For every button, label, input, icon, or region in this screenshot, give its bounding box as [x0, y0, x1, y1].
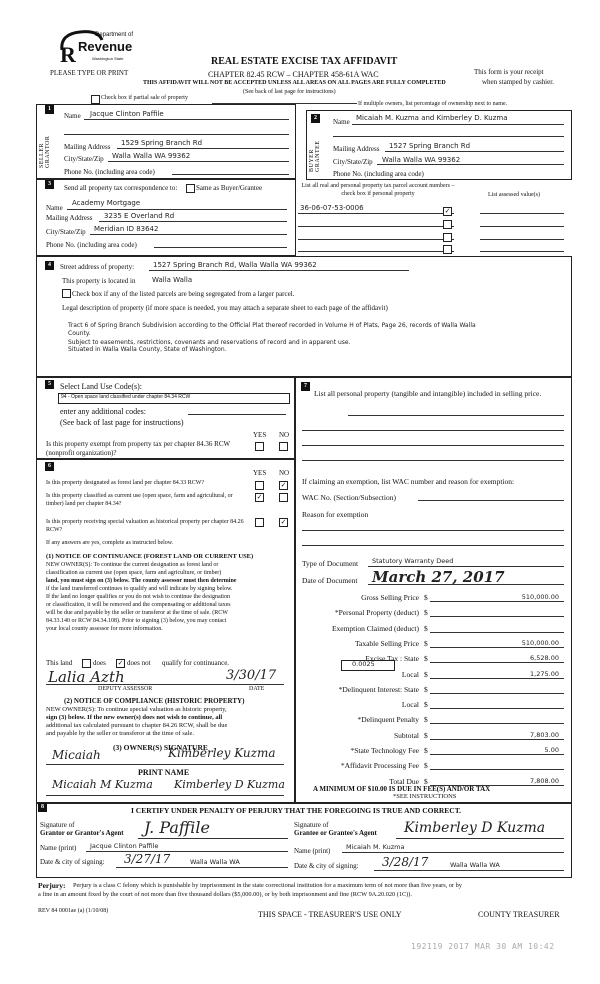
notice2-title: (2) NOTICE OF COMPLIANCE (HISTORIC PROPERTY)	[64, 697, 245, 705]
section-2-number: 2	[311, 114, 320, 123]
certify-statement: I CERTIFY UNDER PENALTY OF PERJURY THAT THE FOREGOING IS TRUE AND CORRECT.	[131, 806, 462, 815]
seller-phone-label: Phone No. (including area code)	[64, 168, 155, 176]
reason-label: Reason for exemption	[302, 510, 369, 519]
grantee-date[interactable]: 3/28/17	[382, 855, 429, 869]
forest-question: Is this property designated as forest land per chapter 84.33 RCW?	[46, 480, 205, 486]
doc-date-label: Date of Document	[302, 576, 358, 585]
tax-row-label: *Delinquent Penalty	[357, 715, 419, 724]
owner-signature-1: Micaiah	[52, 748, 101, 762]
notice1-i: your local county assessor for more information.	[46, 626, 163, 632]
current-use-no-checkbox[interactable]	[279, 493, 288, 502]
assessor-signature: Lalia Azth	[48, 668, 125, 686]
notice1-c: land, you must sign on (3) below. The county assessor must then determine	[46, 578, 237, 584]
grantor-name[interactable]: Jacque Clinton Paffile	[90, 842, 159, 850]
buyer-city-label: City/State/Zip	[333, 158, 373, 166]
located-label: This property is located in	[62, 277, 136, 285]
tax-row-label: *Delinquent Interest: State	[338, 685, 419, 694]
tax-row-label: Local	[401, 700, 419, 709]
section-1-number: 1	[45, 105, 54, 114]
tax-row-currency: $	[424, 685, 428, 694]
tax-row-value[interactable]: 7,803.00	[530, 731, 559, 739]
buyer-city[interactable]: Walla Walla WA 99362	[382, 156, 461, 164]
partial-sale-checkbox[interactable]	[91, 95, 100, 104]
tax-row-line	[430, 601, 564, 602]
notice2-b: sign (3) below. If the new owner(s) does not wish to continue, all	[46, 714, 223, 721]
grantee-agent-label: Grantee or Grantee's Agent	[294, 829, 377, 837]
notice1-a: NEW OWNER(S): To continue the current designation as forest land or	[46, 562, 219, 568]
doc-type-label: Type of Document	[302, 559, 359, 568]
dept-line1: Department of	[95, 32, 134, 38]
notice2-c: additional tax calculated pursuant to chapter 84.26 RCW, shall be due	[46, 722, 228, 729]
notice1-f: or classification, it will be removed and the compensating or additional taxes	[46, 602, 231, 608]
parcel-personal-checkbox[interactable]: ✓	[444, 207, 451, 215]
legal-line4[interactable]: Situated in Walla Walla County, State of Washington.	[68, 346, 227, 353]
treasurer-space: THIS SPACE - TREASURER'S USE ONLY	[258, 910, 402, 919]
tax-row-currency: $	[424, 639, 428, 648]
multiple-owners-note: If multiple owners, list percentage of ownership next to name.	[358, 101, 508, 107]
tax-row-currency: $	[424, 700, 428, 709]
tax-row-line	[430, 693, 564, 694]
see-back-note: (See back of last page for instructions)	[243, 89, 336, 95]
tax-row-line	[430, 632, 564, 633]
legal-label: Legal description of property (if more space is needed, you may attach a separate sheet to each page of the affidavit)	[62, 304, 388, 312]
wac-label: WAC No. (Section/Subsection)	[302, 493, 396, 502]
exempt-yes-checkbox[interactable]	[255, 442, 264, 451]
same-as-buyer-label: Same as Buyer/Grantee	[196, 184, 263, 192]
exempt-no-checkbox[interactable]	[279, 442, 288, 451]
owner-signature-2: Kimberley Kuzma	[168, 746, 276, 760]
parcel-personal-checkbox-3[interactable]	[443, 233, 452, 242]
segregated-checkbox[interactable]	[62, 289, 71, 298]
correspondence-mailing[interactable]: 3235 E Overland Rd	[104, 212, 175, 220]
seller-side-label: SELLER GRANTOR	[39, 135, 51, 168]
minimum-note: A MINIMUM OF $10.00 IS DUE IN FEE(S) AND/OR TAX	[313, 785, 491, 793]
tax-row-value[interactable]: 510,000.00	[521, 639, 559, 647]
forest-no-checkbox[interactable]: ✓	[280, 481, 287, 489]
buyer-mailing[interactable]: 1527 Spring Branch Rd	[389, 142, 471, 150]
tax-row-label: Exemption Claimed (deduct)	[331, 624, 419, 633]
does-label: does	[93, 659, 106, 667]
tax-row-label: Subtotal	[393, 731, 419, 740]
s3-phone-label: Phone No. (including area code)	[46, 241, 137, 249]
buyer-phone-label: Phone No. (including area code)	[333, 170, 424, 178]
receipt-note2: when stamped by cashier.	[482, 78, 554, 86]
segregated-label: Check box if any of the listed parcels are being segregated from a larger parcel.	[72, 290, 295, 298]
does-not-label: does not	[127, 659, 151, 667]
assessor-date: 3/30/17	[226, 668, 277, 683]
grantee-date-label: Date & city of signing:	[294, 862, 359, 870]
if-yes-note: If any answers are yes, complete as instructed below.	[46, 540, 174, 546]
county-treasurer: COUNTY TREASURER	[478, 910, 560, 919]
assessed-header: List assessed value(s)	[488, 192, 540, 198]
tax-row-line	[430, 754, 564, 755]
grantee-signature: Kimberley D Kuzma	[404, 820, 546, 836]
located-in[interactable]: Walla Walla	[152, 276, 193, 284]
section-4-box	[36, 256, 572, 378]
tax-row-currency: $	[424, 761, 428, 770]
deputy-assessor-label: DEPUTY ASSESSOR	[98, 686, 153, 692]
does-checkbox[interactable]	[82, 659, 91, 668]
tax-row-line	[430, 678, 564, 679]
dept-line3: Washington State	[92, 56, 124, 61]
exempt-question: Is this property exempt from property tax per chapter 84.36 RCW (nonprofit organization)?	[46, 440, 230, 457]
grantee-name-label: Name (print)	[294, 847, 331, 855]
buyer-name-label: Name	[333, 118, 350, 126]
same-as-buyer-checkbox[interactable]	[186, 184, 195, 193]
qualify-label: qualify for continuance.	[162, 659, 230, 667]
seller-city[interactable]: Walla Walla WA 99362	[112, 152, 191, 160]
seller-mailing[interactable]: 1529 Spring Branch Rd	[121, 139, 203, 147]
tax-row-label: *Affidavit Processing Fee	[340, 761, 419, 770]
grantor-sig-label-a: Signature of	[40, 821, 75, 829]
grantor-name-label: Name (print)	[40, 844, 77, 852]
tax-row-currency: $	[424, 654, 428, 663]
tax-row-currency: $	[424, 593, 428, 602]
parcel-personal-checkbox-2[interactable]	[443, 220, 452, 229]
tax-row-currency: $	[424, 777, 428, 786]
tax-row-line	[430, 739, 564, 740]
tax-row-value[interactable]: 5.00	[544, 746, 559, 754]
tax-row-value[interactable]: 6,528.00	[530, 654, 559, 662]
tax-row-line	[430, 708, 564, 709]
tax-row-label: Gross Selling Price	[361, 593, 419, 602]
legal-line2[interactable]: County.	[68, 330, 91, 337]
does-not-checkbox[interactable]: ✓	[117, 659, 124, 667]
rev-number: REV 84 0001ae (a) (1/10/08)	[38, 908, 109, 914]
receipt-note1: This form is your receipt	[474, 68, 544, 76]
section-3-number: 3	[45, 180, 54, 189]
tax-row-currency: $	[424, 715, 428, 724]
grantee-sig-label-a: Signature of	[294, 821, 329, 829]
tax-row-line	[430, 723, 564, 724]
s6-no: NO	[279, 469, 290, 477]
grantee-city[interactable]: Walla Walla WA	[450, 861, 500, 869]
please-type: PLEASE TYPE OR PRINT	[50, 69, 129, 77]
section-8-number: 8	[38, 803, 47, 812]
notice1-g: will be due and payable by the seller or transferor at the time of sale. (RCW	[46, 610, 228, 616]
form-chapter: CHAPTER 82.45 RCW – CHAPTER 458-61A WAC	[208, 70, 379, 79]
tax-row-label: Taxable Selling Price	[354, 639, 419, 648]
tax-row-label: Excise Tax : State	[365, 654, 419, 663]
section-4-number: 4	[45, 261, 54, 270]
additional-codes-label: enter any additional codes:	[60, 407, 146, 416]
seller-city-label: City/State/Zip	[64, 155, 104, 163]
grantor-city[interactable]: Walla Walla WA	[190, 858, 240, 866]
street-address[interactable]: 1527 Spring Branch Rd, Walla Walla WA 99362	[153, 261, 317, 269]
current-use-question: Is this property classified as current use (open space, farm and agricultural, or timber) land per chapter 84.34?	[46, 493, 233, 507]
print-name-1: Micaiah M Kuzma	[52, 778, 153, 791]
notice2-a: NEW OWNER(S): To continue special valuation as historic property,	[46, 706, 227, 713]
form-warning: THIS AFFIDAVIT WILL NOT BE ACCEPTED UNLESS ALL AREAS ON ALL PAGES ARE FULLY COMPLETED	[143, 80, 446, 86]
tax-row-currency: $	[424, 731, 428, 740]
tax-row-line	[430, 616, 564, 617]
section-6-number: 6	[45, 462, 54, 471]
section-5-number: 5	[45, 380, 54, 389]
svg-text:R: R	[60, 42, 76, 67]
seller-mailing-label: Mailing Address	[64, 143, 111, 151]
street-label: Street address of property:	[60, 263, 135, 271]
tax-row-currency: $	[424, 746, 428, 755]
doc-type[interactable]: Statutory Warranty Deed	[372, 557, 454, 565]
correspondence-city[interactable]: Meridian ID 83642	[94, 225, 159, 233]
print-name-label: PRINT NAME	[138, 768, 190, 777]
s5-yes: YES	[253, 431, 267, 439]
dept-line2: Revenue	[78, 39, 133, 54]
seller-name-label: Name	[64, 112, 81, 120]
notice1-b: classification as current use (open space, farm and agriculture, or timber)	[46, 570, 222, 576]
see-instructions: *SEE INSTRUCTIONS	[393, 793, 457, 800]
buyer-name[interactable]: Micaiah M. Kuzma and Kimberley D. Kuzma	[356, 114, 508, 122]
notice2-d: and payable by the seller or transferor at the time of sale.	[46, 730, 194, 737]
historic-no-checkbox[interactable]: ✓	[280, 518, 287, 526]
buyer-mailing-label: Mailing Address	[333, 145, 380, 153]
date-label: DATE	[249, 686, 265, 692]
grantor-signature: J. Paffile	[144, 818, 210, 837]
grantee-name[interactable]: Micaiah M. Kuzma	[346, 843, 405, 851]
current-use-yes-checkbox[interactable]: ✓	[256, 493, 263, 501]
s3-city-label: City/State/Zip	[46, 228, 86, 236]
tax-row-value[interactable]: 510,000.00	[521, 593, 559, 601]
correspondence-name[interactable]: Academy Mortgage	[72, 199, 141, 207]
historic-yes-checkbox[interactable]	[255, 518, 264, 527]
buyer-side-label: BUYER GRANTEE	[309, 140, 321, 172]
parcel-personal-checkbox-4[interactable]	[443, 245, 452, 254]
notice1-h: 84.33.140 or RCW 84.34.108). Prior to signing (3) below, you may contact	[46, 618, 227, 624]
parcel-number[interactable]: 36-06-07-53-0006	[300, 204, 364, 212]
tax-row-label: Total Due	[389, 777, 419, 786]
tax-row-label: *Personal Property (deduct)	[334, 608, 419, 617]
grantor-date[interactable]: 3/27/17	[124, 852, 171, 866]
perjury-text1: Perjury is a class C felony which is punishable by imprisonment in the state correctional institution for a maximum term of not more than five years, or by	[73, 882, 462, 889]
exemption-label: If claiming an exemption, list WAC number and reason for exemption:	[302, 477, 515, 486]
local-rate: 0.0025	[352, 660, 375, 668]
recording-stamp: 192119 2017 MAR 30 AM 10:42	[411, 942, 555, 951]
s5-no: NO	[279, 431, 290, 439]
tax-row-value[interactable]: 7,808.00	[530, 777, 559, 785]
parcel-header: List all real and personal property tax parcel account numbers – check box if personal property	[301, 183, 455, 197]
section-7-number: 7	[301, 382, 310, 391]
forest-yes-checkbox[interactable]	[255, 481, 264, 490]
send-correspondence-label: Send all property tax correspondence to:	[64, 184, 178, 192]
tax-row-line	[430, 662, 564, 663]
grantor-date-label: Date & city of signing:	[40, 858, 105, 866]
s3-name-label: Name	[46, 204, 63, 212]
partial-sale-label: Check box if partial sale of property	[101, 95, 188, 101]
seller-name[interactable]: Jacque Clinton Paffile	[90, 110, 164, 118]
doc-date[interactable]: March 27, 2017	[372, 568, 505, 586]
tax-row-currency: $	[424, 608, 428, 617]
print-name-2: Kimberley D Kuzma	[174, 778, 285, 791]
notice1-d: if the land transferred continues to qualify and will indicate by signing below.	[46, 586, 233, 592]
land-use-label: Select Land Use Code(s):	[60, 382, 142, 391]
tax-row-line	[430, 647, 564, 648]
s6-yes: YES	[253, 469, 267, 477]
owner-signature-label: (3) OWNER(S) SIGNATURE	[113, 743, 208, 752]
form-title: REAL ESTATE EXCISE TAX AFFIDAVIT	[211, 56, 398, 67]
s3-mailing-label: Mailing Address	[46, 214, 93, 222]
perjury-label: Perjury:	[38, 881, 66, 890]
tax-row-line	[430, 769, 564, 770]
perjury-text2: a fine in an amount fixed by the court of not more than five thousand dollars ($5,000.00), or by both imprisonment and fine (RCW 9A.20.020 (1C)).	[38, 891, 412, 898]
notice1-e: If the land no longer qualifies or you do not wish to continue the designation	[46, 594, 230, 600]
tax-row-label: Local	[401, 670, 419, 679]
land-use-see-back: (See back of last page for instructions)	[60, 418, 184, 427]
historic-question: Is this property receiving special valuation as historical property per chapter 84.26 RCW?	[46, 519, 244, 533]
land-use-code: 94 - Open space land classified under chapter 84.34 RCW	[61, 394, 191, 400]
grantor-agent-label: Grantor or Grantor's Agent	[40, 829, 124, 837]
personal-property-label: List all personal property (tangible and intangible) included in selling price.	[314, 389, 542, 398]
legal-line3[interactable]: Subject to easements, restrictions, covenants and reservations of record and in apparent use.	[68, 339, 351, 346]
tax-row-label: *State Technology Fee	[350, 746, 419, 755]
land-label: This land	[46, 659, 73, 667]
notice1-title: (1) NOTICE OF CONTINUANCE (FOREST LAND OR CURRENT USE)	[46, 553, 254, 560]
tax-row-currency: $	[424, 670, 428, 679]
legal-line1[interactable]: Tract 6 of Spring Branch Subdivision according to the Official Plat thereof recorded in Volume H of Plats, Page 26, records of Walla Walla	[68, 322, 476, 329]
tax-row-currency: $	[424, 624, 428, 633]
tax-row-value[interactable]: 1,275.00	[530, 670, 559, 678]
